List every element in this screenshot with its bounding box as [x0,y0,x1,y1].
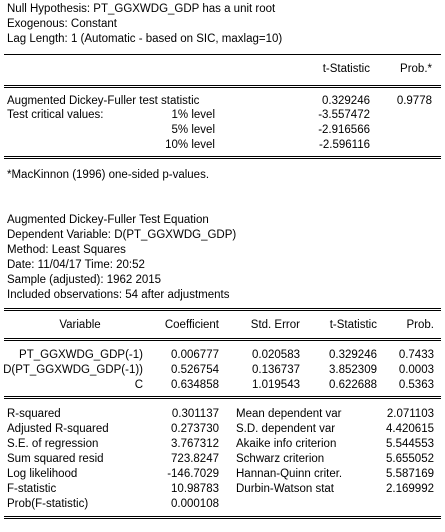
stat-label: Durbin-Watson stat [236,483,334,495]
observations: Included observations: 54 after adjustments [7,289,230,301]
coef-value: 0.006777 [171,349,219,361]
stat-value: 2.169992 [386,483,434,495]
coef-prob: 0.7433 [398,349,434,361]
adf-col-tstat: t-Statistic [322,63,370,75]
coef-header-prob: Prob. [406,319,434,331]
stat-value: 0.301137 [171,408,219,420]
divider [4,340,441,341]
critical-value: -2.596116 [319,139,370,151]
divider [4,518,441,519]
null-hypothesis: Null Hypothesis: PT_GGXWDG_GDP has a unit root [7,3,276,15]
stat-value: 4.420615 [386,423,434,435]
stat-value: 5.587169 [386,468,434,480]
stat-label: Prob(F-statistic) [7,498,89,510]
divider [4,516,441,517]
coef-header-stderr: Std. Error [250,319,300,331]
dependent-variable: Dependent Variable: D(PT_GGXWDG_GDP) [7,229,237,241]
divider [4,398,441,399]
divider [4,156,441,157]
stat-label: Mean dependent var [236,408,342,420]
divider [4,87,441,88]
critical-value: -2.916566 [318,124,370,136]
stat-value: 10.98783 [171,483,219,495]
divider [4,338,441,339]
coef-variable: PT_GGXWDG_GDP(-1) [19,349,143,361]
stat-value: 0.273730 [171,423,219,435]
stat-label: Adjusted R-squared [7,423,109,435]
coef-prob: 0.5363 [398,379,434,391]
stat-value: 5.655052 [386,453,434,465]
stat-label: F-statistic [7,483,57,495]
coef-variable: D(PT_GGXWDG_GDP(-1)) [3,364,143,376]
stat-value: 3.767312 [171,438,219,450]
stat-value: 2.071103 [386,408,434,420]
critical-level: 10% level [165,139,215,151]
critical-values-label: Test critical values: [7,109,104,121]
divider [4,396,441,397]
lag-length: Lag Length: 1 (Automatic - based on SIC, maxlag=10) [7,33,283,45]
stat-label: Hannan-Quinn criter. [236,468,343,480]
coef-tstat: 0.622688 [329,379,377,391]
coef-tstat: 0.329246 [329,349,377,361]
divider [4,54,441,55]
critical-level: 5% level [171,124,215,136]
coef-variable: C [134,379,143,391]
stat-label: Log likelihood [7,468,78,480]
divider [4,308,441,309]
stat-value: 0.000108 [171,498,219,510]
coef-stderr: 0.020583 [252,349,300,361]
stat-value: 723.8247 [171,453,219,465]
method: Method: Least Squares [7,244,126,256]
coef-stderr: 0.136737 [252,364,300,376]
divider [4,158,441,159]
divider [4,85,441,86]
date-time: Date: 11/04/17 Time: 20:52 [7,259,145,271]
mackinnon-footnote: *MacKinnon (1996) one-sided p-values. [7,169,210,181]
divider [4,310,441,311]
stat-label: S.E. of regression [7,438,99,450]
coef-header-tstat: t-Statistic [329,319,377,331]
adf-prob: 0.9778 [396,95,432,107]
coef-header-variable: Variable [59,319,101,331]
equation-title: Augmented Dickey-Fuller Test Equation [7,214,209,226]
stat-label: Schwarz criterion [236,453,325,465]
exogenous: Exogenous: Constant [7,18,117,30]
stat-label: S.D. dependent var [236,423,336,435]
coef-prob: 0.0003 [398,364,434,376]
critical-value: -3.557472 [318,109,370,121]
coef-tstat: 3.852309 [329,364,377,376]
adf-stat-label: Augmented Dickey-Fuller test statistic [7,95,200,107]
stat-label: Akaike info criterion [236,438,337,450]
coef-value: 0.526754 [171,364,219,376]
sample: Sample (adjusted): 1962 2015 [7,274,162,286]
adf-col-prob: Prob.* [400,63,432,75]
stat-value: 5.544553 [386,438,434,450]
coef-value: 0.634858 [171,379,219,391]
adf-tstat: 0.329246 [322,95,370,107]
stat-label: Sum squared resid [7,453,104,465]
stat-value: -146.7029 [167,468,219,480]
coef-header-coefficient: Coefficient [164,319,219,331]
coef-stderr: 1.019543 [252,379,300,391]
stat-label: R-squared [7,408,61,420]
critical-level: 1% level [171,109,215,121]
